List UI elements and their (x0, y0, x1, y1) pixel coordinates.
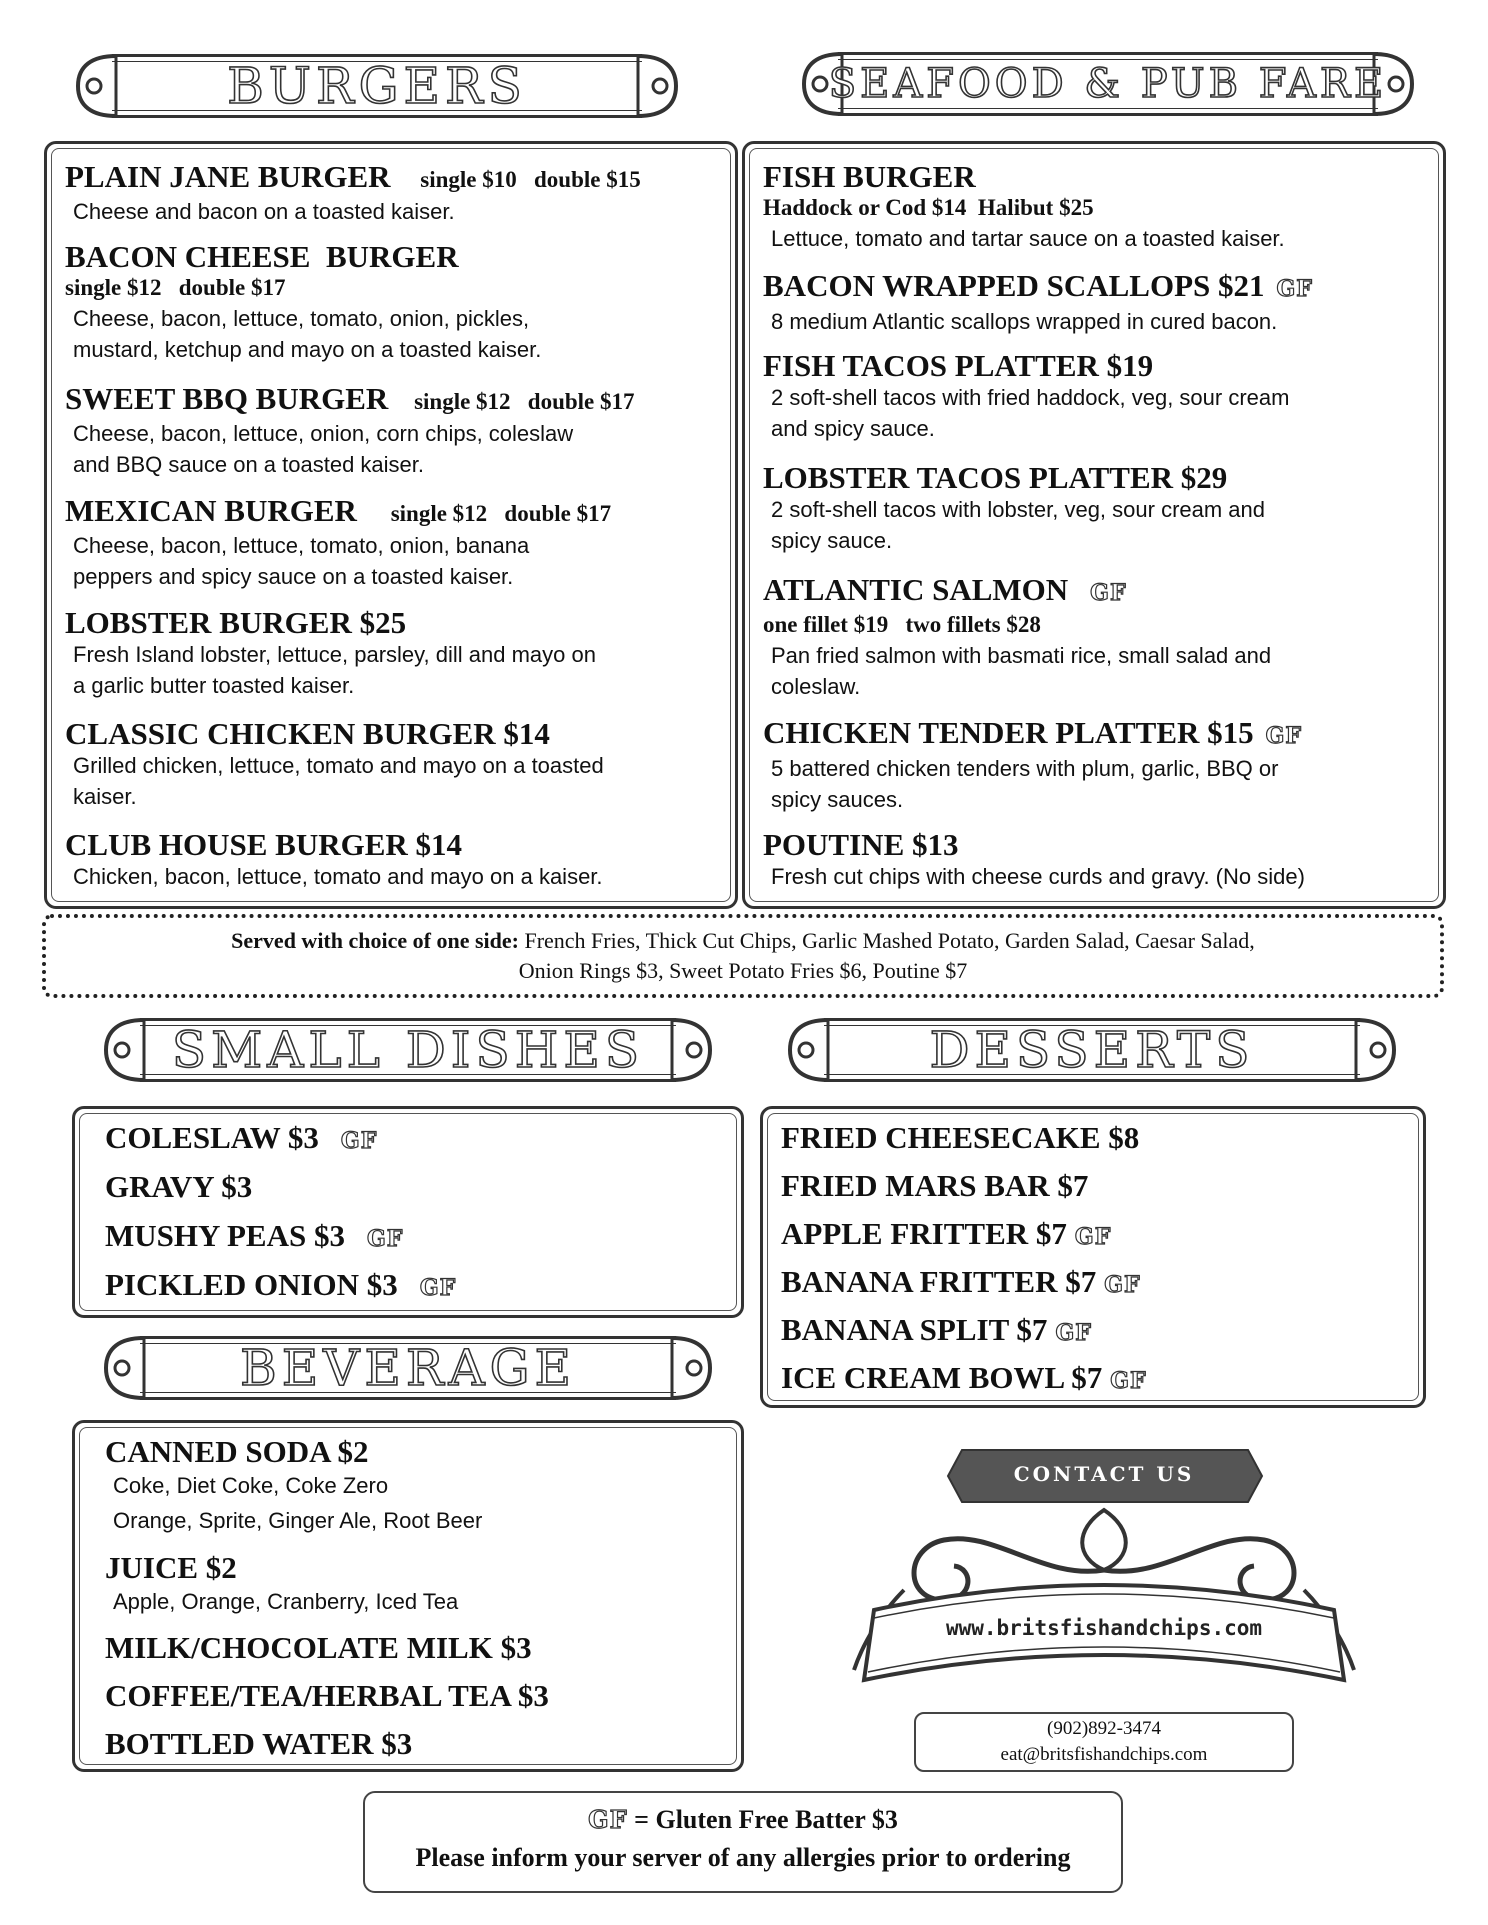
gluten-free-badge: GF (1055, 1320, 1092, 1346)
contact-title: CONTACT US (1013, 1462, 1195, 1486)
menu-item (763, 160, 1443, 254)
item-name: MEXICAN BURGER (65, 493, 357, 528)
item-name: BANANA FRITTER $7 (781, 1264, 1097, 1299)
menu-item (65, 828, 735, 892)
seafood-banner (798, 42, 1418, 126)
item-desc: Grilled chicken, lettuce, tomato and mayo on a toasted (73, 753, 604, 778)
menu-item (781, 1121, 1139, 1154)
item-desc: Cheese, bacon, lettuce, tomato, onion, banana (73, 533, 530, 558)
item-name: FISH TACOS PLATTER $19 (763, 348, 1154, 383)
menu-item (781, 1217, 1111, 1254)
scroll-ornament-icon (630, 44, 682, 128)
menu-item (105, 1121, 377, 1158)
scroll-ornament-icon (1348, 1008, 1400, 1092)
beverage-box (72, 1420, 744, 1772)
item-desc: 5 battered chicken tenders with plum, garlic, BBQ or (771, 756, 1279, 781)
item-name: FISH BURGER (763, 159, 976, 194)
item-desc: Cheese and bacon on a toasted kaiser. (73, 199, 455, 224)
menu-item (763, 349, 1443, 444)
gluten-free-badge: GF (1090, 580, 1127, 606)
gluten-free-badge: GF (1074, 1224, 1112, 1250)
item-price: single $12 double $17 (65, 275, 286, 300)
item-desc: Pan fried salmon with basmati rice, small salad and (771, 643, 1272, 668)
item-name: CHICKEN TENDER PLATTER $15 (763, 715, 1254, 750)
item-name: BANANA SPLIT $7 (781, 1312, 1048, 1347)
item-name: ICE CREAM BOWL $7 (781, 1360, 1103, 1395)
section-title: BURGERS (227, 57, 527, 115)
item-name: POUTINE $13 (763, 827, 959, 862)
item-desc: Orange, Sprite, Ginger Ale, Root Beer (113, 1508, 483, 1533)
gluten-free-badge: GF (1276, 276, 1313, 302)
section-title: SMALL DISHES (171, 1021, 645, 1079)
menu-item (763, 269, 1443, 337)
item-desc: Lettuce, tomato and tartar sauce on a toasted kaiser. (771, 226, 1285, 251)
menu-item (65, 606, 735, 701)
section-title: SEAFOOD & PUB FARE (828, 61, 1388, 107)
small-dishes-box (72, 1106, 744, 1318)
email-link[interactable]: eat@britsfishandchips.com (1000, 1744, 1208, 1765)
item-desc: 2 soft-shell tacos with fried haddock, veg, sour cream (771, 385, 1290, 410)
sides-list: French Fries, Thick Cut Chips, Garlic Mashed Potato, Garden Salad, Caesar Salad, (518, 928, 1255, 953)
menu-item (105, 1435, 741, 1538)
menu-item (781, 1313, 1092, 1350)
gluten-free-badge: GF (1104, 1272, 1141, 1298)
burgers-banner (72, 44, 682, 128)
gluten-free-badge: GF (419, 1275, 457, 1301)
item-name: FRIED CHEESECAKE $8 (781, 1120, 1140, 1155)
item-desc: 8 medium Atlantic scallops wrapped in cured bacon. (771, 309, 1278, 334)
menu-item (763, 828, 1443, 892)
item-desc: and spicy sauce. (771, 416, 935, 441)
item-name: COFFEE/TEA/HERBAL TEA $3 (105, 1678, 549, 1713)
sides-note (42, 914, 1444, 998)
item-name: GRAVY $3 (105, 1169, 253, 1204)
item-price: Haddock or Cod $14 Halibut $25 (763, 195, 1094, 220)
item-name: LOBSTER BURGER $25 (65, 605, 407, 640)
menu-item (763, 573, 1443, 702)
item-name: LOBSTER TACOS PLATTER $29 (763, 460, 1228, 495)
item-desc: spicy sauces. (771, 787, 904, 812)
gluten-free-badge: GF (366, 1226, 404, 1252)
menu-item (105, 1219, 403, 1256)
allergy-note: Please inform your server of any allergies prior to ordering (415, 1843, 1071, 1872)
contact-block (844, 1440, 1364, 1780)
menu-item (65, 160, 735, 227)
contact-info (914, 1712, 1294, 1772)
item-price: one fillet $19 two fillets $28 (763, 612, 1041, 637)
item-desc: mustard, ketchup and mayo on a toasted kaiser. (73, 337, 542, 362)
item-name: COLESLAW $3 (105, 1120, 319, 1155)
seafood-box (742, 141, 1446, 909)
menu-item (105, 1679, 549, 1712)
menu-item (105, 1268, 456, 1305)
item-name: CLASSIC CHICKEN BURGER $14 (65, 716, 550, 751)
item-name: APPLE FRITTER $7 (781, 1216, 1067, 1251)
item-desc: a garlic butter toasted kaiser. (73, 673, 355, 698)
menu-item (763, 461, 1443, 556)
menu-item (763, 716, 1443, 815)
small-dishes-banner (100, 1008, 716, 1092)
item-desc: Coke, Diet Coke, Coke Zero (113, 1473, 389, 1498)
item-name: MUSHY PEAS $3 (105, 1218, 345, 1253)
menu-item (65, 240, 735, 365)
sides-label: Served with choice of one side: (231, 928, 519, 953)
menu-item (65, 717, 735, 812)
item-name: MILK/CHOCOLATE MILK $3 (105, 1630, 532, 1665)
menu-item (781, 1265, 1141, 1302)
item-name: BOTTLED WATER $3 (105, 1726, 413, 1761)
item-price: single $12 double $17 (390, 501, 612, 526)
item-desc: spicy sauce. (771, 528, 893, 553)
gluten-free-badge: GF (588, 1805, 628, 1834)
item-desc: Apple, Orange, Cranberry, Iced Tea (113, 1589, 459, 1614)
menu-item (105, 1170, 252, 1203)
item-name: JUICE $2 (105, 1550, 237, 1585)
item-desc: coleslaw. (771, 674, 861, 699)
website-link[interactable]: www.britsfishandchips.com (945, 1616, 1263, 1640)
item-desc: Cheese, bacon, lettuce, onion, corn chips, coleslaw (73, 421, 574, 446)
menu-item (105, 1631, 532, 1664)
item-price: single $10 double $15 (420, 167, 641, 192)
desserts-banner (784, 1008, 1400, 1092)
item-price: single $12 double $17 (414, 389, 635, 414)
menu-item (781, 1169, 1088, 1202)
phone-number: (902)892-3474 (1047, 1718, 1161, 1739)
item-desc: Cheese, bacon, lettuce, tomato, onion, pickles, (73, 306, 530, 331)
item-name: PLAIN JANE BURGER (65, 159, 391, 194)
menu-item (65, 382, 735, 480)
item-name: BACON WRAPPED SCALLOPS $21 (763, 268, 1265, 303)
gf-note: = Gluten Free Batter $3 (627, 1805, 898, 1834)
section-title: DESSERTS (929, 1021, 1255, 1079)
item-name: SWEET BBQ BURGER (65, 381, 389, 416)
menu-item (105, 1551, 741, 1619)
gluten-free-badge: GF (1265, 723, 1303, 749)
item-name: CLUB HOUSE BURGER $14 (65, 827, 463, 862)
menu-item (65, 494, 735, 592)
item-desc: 2 soft-shell tacos with lobster, veg, sour cream and (771, 497, 1266, 522)
menu-item (105, 1727, 412, 1760)
item-desc: peppers and spicy sauce on a toasted kaiser. (73, 564, 514, 589)
item-name: BACON CHEESE BURGER (65, 239, 459, 274)
footer-note (363, 1791, 1123, 1893)
item-desc: Fresh cut chips with cheese curds and gravy. (No side) (771, 864, 1305, 889)
item-name: FRIED MARS BAR $7 (781, 1168, 1089, 1203)
beverage-banner (100, 1326, 716, 1410)
item-desc: Chicken, bacon, lettuce, tomato and mayo on a kaiser. (73, 864, 603, 889)
scroll-ornament-icon (664, 1008, 716, 1092)
item-name: ATLANTIC SALMON (763, 572, 1069, 607)
gluten-free-badge: GF (1110, 1368, 1147, 1394)
item-name: PICKLED ONION $3 (105, 1267, 398, 1302)
item-desc: kaiser. (73, 784, 137, 809)
burgers-box (44, 141, 738, 909)
section-title: BEVERAGE (239, 1339, 577, 1397)
menu-item (781, 1361, 1147, 1398)
gluten-free-badge: GF (340, 1128, 378, 1154)
item-desc: and BBQ sauce on a toasted kaiser. (73, 452, 425, 477)
item-desc: Fresh Island lobster, lettuce, parsley, dill and mayo on (73, 642, 596, 667)
sides-list: Onion Rings $3, Sweet Potato Fries $6, Poutine $7 (518, 958, 968, 983)
desserts-box (760, 1106, 1426, 1408)
item-name: CANNED SODA $2 (105, 1434, 369, 1469)
scroll-ornament-icon (664, 1326, 716, 1410)
